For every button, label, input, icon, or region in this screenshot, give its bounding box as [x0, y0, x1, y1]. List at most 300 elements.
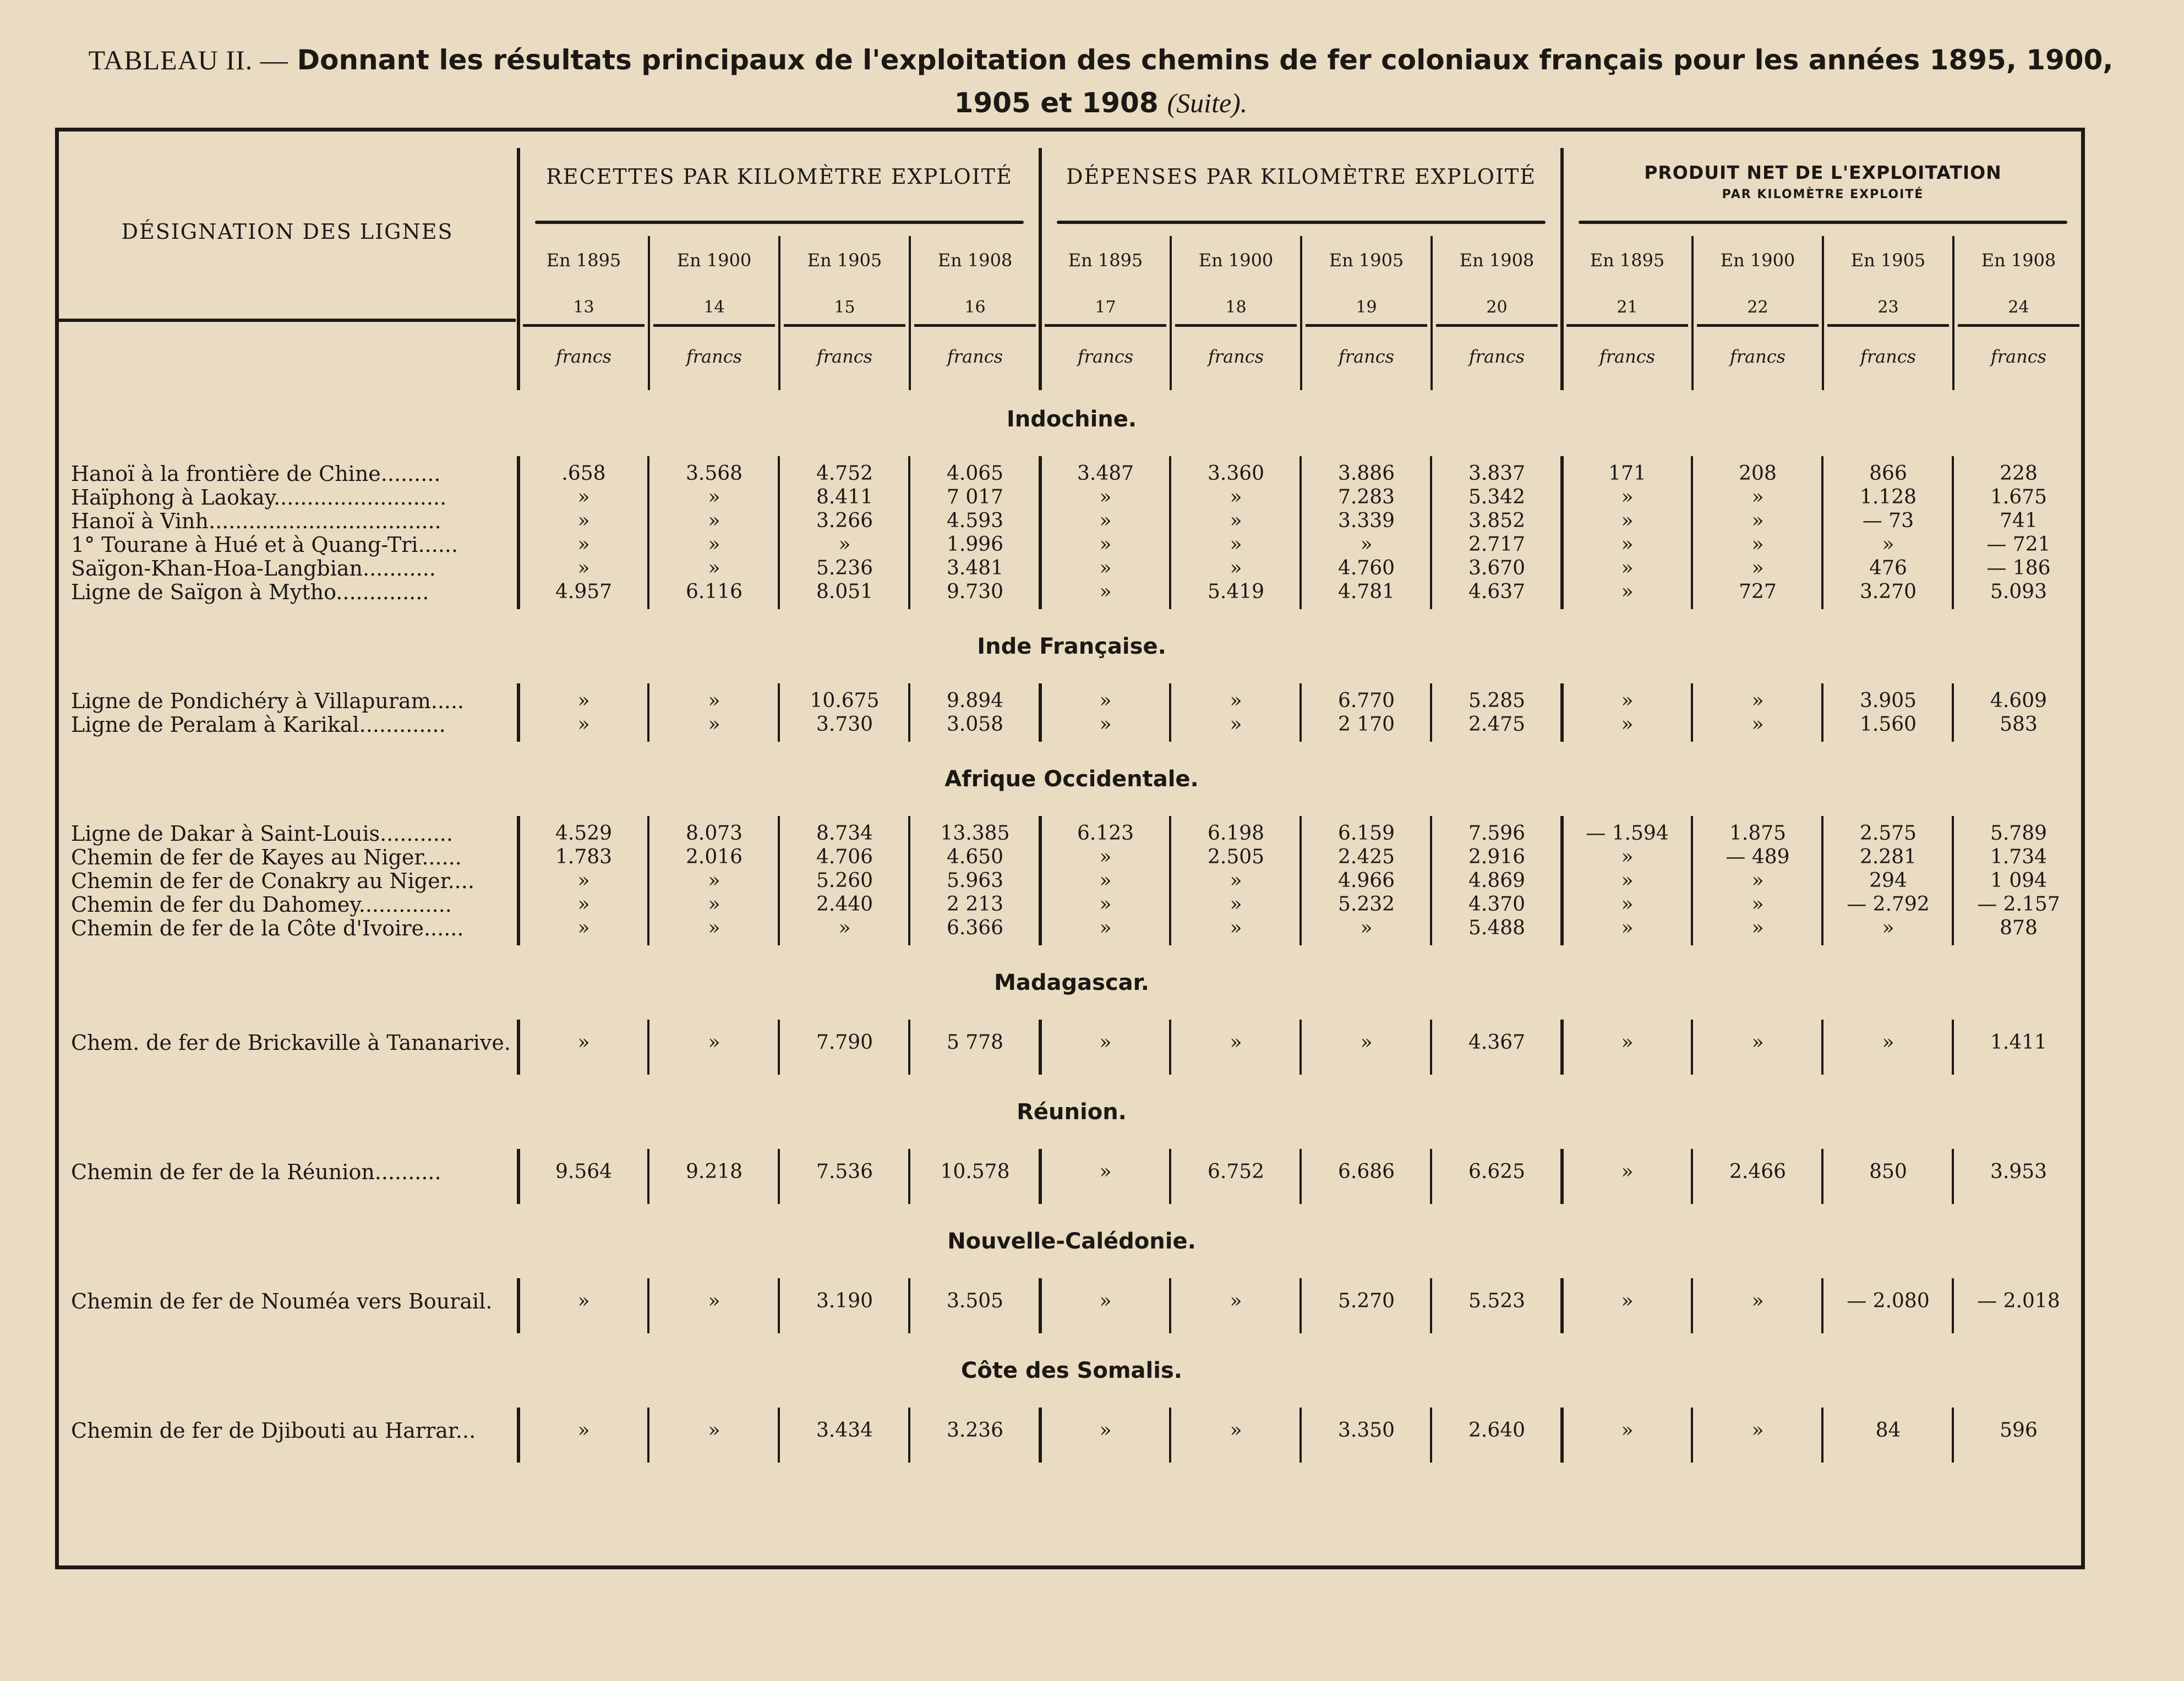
cell-divider [1039, 1408, 1042, 1463]
row-label: Chemin de fer de Conakry au Niger.... [71, 869, 474, 893]
cell-divider [1039, 1278, 1042, 1333]
column-unit: francs [1990, 346, 2047, 367]
table-cell: » [1099, 893, 1112, 916]
row-label: Ligne de Pondichéry à Villapuram..... [71, 689, 465, 713]
table-cell: 4.869 [1468, 869, 1526, 892]
cell-divider [647, 1408, 649, 1463]
table-cell: 8.734 [816, 822, 873, 845]
table-cell: 3.360 [1207, 462, 1265, 485]
header-rule [59, 319, 516, 322]
table-cell: » [1099, 1031, 1112, 1054]
cell-divider [647, 1020, 649, 1075]
table-cell: 2.281 [1859, 846, 1917, 868]
cell-divider [1430, 1408, 1432, 1463]
column-number: 24 [2008, 298, 2029, 317]
row-label: Chem. de fer de Brickaville à Tananarive. [71, 1031, 511, 1055]
table-cell: 3.505 [946, 1290, 1004, 1312]
table-cell: 4.367 [1468, 1031, 1526, 1054]
cell-divider [908, 1020, 910, 1075]
row-label: Chemin de fer du Dahomey.............. [71, 892, 452, 917]
column-divider [1952, 236, 1954, 390]
table-cell: » [708, 1031, 720, 1054]
column-divider [1822, 236, 1824, 390]
table-cell: 596 [2000, 1419, 2038, 1442]
table-cell: » [1751, 557, 1764, 579]
table-cell: 2.717 [1468, 533, 1526, 556]
cell-divider [1821, 683, 1823, 742]
table-cell: » [1751, 917, 1764, 939]
table-cell: » [1099, 510, 1112, 532]
table-cell: 3.266 [816, 510, 873, 532]
row-label: Haïphong à Laokay.......................... [71, 485, 447, 510]
designation-header: DÉSIGNATION DES LIGNES [121, 220, 454, 244]
column-number: 20 [1486, 298, 1508, 317]
column-divider [1170, 236, 1172, 390]
table-cell: » [577, 893, 590, 916]
cell-divider [1169, 456, 1171, 609]
cell-divider [1952, 683, 1954, 742]
table-cell: » [1099, 581, 1112, 603]
table-cell: » [708, 689, 720, 712]
table-cell: 9.730 [946, 581, 1004, 603]
column-year: En 1900 [1198, 250, 1274, 271]
group-brace-2 [1057, 221, 1546, 224]
table-cell: » [1621, 1290, 1634, 1312]
table-cell: 4.609 [1990, 689, 2048, 712]
table-cell: » [708, 869, 720, 892]
table-cell: » [1621, 846, 1634, 868]
row-label: Chemin de fer de Nouméa vers Bourail. [71, 1289, 493, 1313]
cell-divider [1691, 1020, 1693, 1075]
table-cell: 84 [1875, 1419, 1901, 1442]
cell-divider [1821, 456, 1823, 609]
cell-divider [1821, 1149, 1823, 1204]
data-table [55, 128, 2085, 1569]
table-cell: — 2.080 [1847, 1290, 1930, 1312]
table-cell: » [577, 869, 590, 892]
cell-divider [647, 1149, 649, 1204]
cell-divider [1300, 1278, 1302, 1333]
column-rule [523, 324, 645, 327]
table-cell: 476 [1869, 557, 1907, 579]
table-cell: » [1751, 510, 1764, 532]
table-cell: » [838, 533, 851, 556]
group-header-3: PRODUIT NET DE L'EXPLOITATION [1644, 162, 2002, 183]
cell-divider [1430, 1278, 1432, 1333]
table-cell: .658 [561, 462, 606, 485]
column-year: En 1900 [1720, 250, 1795, 271]
cell-divider [647, 456, 649, 609]
table-cell: » [1099, 917, 1112, 939]
table-cell: 5.488 [1468, 917, 1526, 939]
table-cell: » [1882, 1031, 1894, 1054]
cell-divider [1560, 1149, 1564, 1204]
column-year: En 1908 [1459, 250, 1535, 271]
cell-divider [1430, 456, 1432, 609]
table-cell: 6.198 [1207, 822, 1265, 845]
table-cell: 6.123 [1077, 822, 1134, 845]
column-unit: francs [1729, 346, 1786, 367]
table-cell: » [1230, 869, 1242, 892]
table-cell: — 186 [1986, 557, 2051, 579]
table-cell: » [1099, 1419, 1112, 1442]
cell-divider [1169, 1278, 1171, 1333]
table-cell: — 73 [1862, 510, 1914, 532]
table-cell: » [1099, 1290, 1112, 1312]
table-cell: 7 017 [946, 486, 1004, 508]
section-heading: Indochine. [1006, 407, 1137, 432]
table-cell: 7.283 [1337, 486, 1395, 508]
cell-divider [908, 683, 910, 742]
column-divider [1300, 236, 1302, 390]
table-cell: 1 094 [1990, 869, 2048, 892]
section-heading: Afrique Occidentale. [944, 766, 1199, 792]
table-cell: 3.905 [1859, 689, 1917, 712]
cell-divider [1691, 1278, 1693, 1333]
table-cell: » [1099, 486, 1112, 508]
table-cell: 4.637 [1468, 581, 1526, 603]
table-cell: 4.650 [946, 846, 1004, 868]
cell-divider [1952, 816, 1954, 945]
table-cell: — 489 [1726, 846, 1790, 868]
table-cell: » [708, 917, 720, 939]
cell-divider [1300, 456, 1302, 609]
table-cell: » [1230, 1419, 1242, 1442]
table-cell: » [577, 1290, 590, 1312]
column-number: 16 [964, 298, 986, 317]
table-cell: 6.116 [685, 581, 743, 603]
cell-divider [908, 1149, 910, 1204]
table-cell: 3.270 [1859, 581, 1917, 603]
row-label: Chemin de fer de Kayes au Niger...... [71, 845, 462, 869]
table-cell: 8.051 [816, 581, 873, 603]
table-cell: 3.058 [946, 713, 1004, 736]
cell-divider [1560, 1020, 1564, 1075]
cell-divider [1821, 1278, 1823, 1333]
column-number: 22 [1747, 298, 1768, 317]
cell-divider [1560, 456, 1564, 609]
cell-divider [1169, 1408, 1171, 1463]
table-cell: — 1.594 [1586, 822, 1669, 845]
cell-divider [778, 1149, 780, 1204]
column-unit: francs [947, 346, 1003, 367]
cell-divider [517, 1020, 520, 1075]
column-unit: francs [686, 346, 742, 367]
column-number: 15 [834, 298, 855, 317]
column-year: En 1895 [1068, 250, 1143, 271]
table-cell: » [1230, 510, 1242, 532]
column-rule [1827, 324, 1949, 327]
table-cell: » [1230, 893, 1242, 916]
table-cell: » [1099, 689, 1112, 712]
table-cell: » [577, 557, 590, 579]
table-cell: » [1099, 533, 1112, 556]
column-unit: francs [816, 346, 873, 367]
table-cell: 10.578 [940, 1160, 1010, 1183]
table-cell: 6.752 [1207, 1160, 1265, 1183]
table-cell: » [577, 510, 590, 532]
column-divider [1430, 236, 1433, 390]
column-year: En 1895 [1590, 250, 1665, 271]
column-number: 14 [703, 298, 725, 317]
column-rule [1697, 324, 1819, 327]
table-cell: » [1360, 917, 1373, 939]
cell-divider [1300, 1020, 1302, 1075]
table-cell: » [1751, 533, 1764, 556]
cell-divider [517, 1149, 520, 1204]
cell-divider [1691, 683, 1693, 742]
cell-divider [1821, 1020, 1823, 1075]
cell-divider [778, 1408, 780, 1463]
column-divider [648, 236, 650, 390]
table-cell: 2.916 [1468, 846, 1526, 868]
table-cell: 5.789 [1990, 822, 2048, 845]
table-cell: 6.686 [1337, 1160, 1395, 1183]
cell-divider [517, 816, 520, 945]
table-cell: 3.434 [816, 1419, 873, 1442]
section-heading: Réunion. [1017, 1099, 1127, 1125]
table-cell: 878 [2000, 917, 2038, 939]
table-cell: » [1621, 510, 1634, 532]
cell-divider [1430, 816, 1432, 945]
cell-divider [1169, 683, 1171, 742]
table-cell: — 2.157 [1977, 893, 2060, 916]
section-heading: Madagascar. [994, 970, 1149, 995]
column-year: En 1905 [1329, 250, 1404, 271]
table-cell: 4.529 [555, 822, 613, 845]
table-cell: 5.963 [946, 869, 1004, 892]
table-cell: 171 [1608, 462, 1646, 485]
table-cell: » [577, 1419, 590, 1442]
cell-divider [517, 683, 520, 742]
column-rule [1045, 324, 1166, 327]
column-year: En 1908 [937, 250, 1013, 271]
table-cell: 208 [1739, 462, 1777, 485]
table-cell: 5.342 [1468, 486, 1526, 508]
table-cell: 4.593 [946, 510, 1004, 532]
row-label: Saïgon-Khan-Hoa-Langbian........... [71, 556, 436, 581]
group-header-1: RECETTES PAR KILOMÈTRE EXPLOITÉ [546, 165, 1013, 189]
table-cell: 3.190 [816, 1290, 873, 1312]
table-cell: 2.475 [1468, 713, 1526, 736]
table-cell: » [577, 713, 590, 736]
table-cell: 2.016 [685, 846, 743, 868]
row-label: Chemin de fer de la Côte d'Ivoire...... [71, 916, 464, 940]
table-cell: 7.790 [816, 1031, 873, 1054]
table-cell: — 2.018 [1977, 1290, 2060, 1312]
table-cell: 3.837 [1468, 462, 1526, 485]
title-line2: 1905 et 1908 [954, 87, 1159, 119]
table-cell: » [577, 917, 590, 939]
table-cell: 3.730 [816, 713, 873, 736]
table-cell: 7.596 [1468, 822, 1526, 845]
title-main: Donnant les résultats principaux de l'exploitation des chemins de fer coloniaux français pour les années 1895, 1900, [297, 44, 2114, 76]
table-cell: » [1230, 917, 1242, 939]
cell-divider [1691, 456, 1693, 609]
table-cell: 3.670 [1468, 557, 1526, 579]
table-cell: 4.370 [1468, 893, 1526, 916]
table-cell: » [1751, 713, 1764, 736]
cell-divider [1691, 1408, 1693, 1463]
table-cell: » [1621, 1419, 1634, 1442]
column-unit: francs [1860, 346, 1917, 367]
table-cell: » [1621, 689, 1634, 712]
table-cell: 741 [2000, 510, 2038, 532]
cell-divider [1430, 1020, 1432, 1075]
cell-divider [1169, 816, 1171, 945]
title-label: TABLEAU II. — [88, 45, 288, 75]
column-rule [914, 324, 1036, 327]
cell-divider [1560, 1408, 1564, 1463]
table-cell: » [1621, 486, 1634, 508]
cell-divider [1952, 1020, 1954, 1075]
cell-divider [778, 456, 780, 609]
column-unit: francs [1208, 346, 1264, 367]
column-year: En 1908 [1981, 250, 2056, 271]
column-unit: francs [555, 346, 612, 367]
cell-divider [1169, 1149, 1171, 1204]
table-cell: » [1099, 713, 1112, 736]
table-cell: » [1230, 713, 1242, 736]
row-label: Ligne de Saïgon à Mytho.............. [71, 580, 429, 604]
table-cell: » [577, 1031, 590, 1054]
table-cell: » [1751, 1031, 1764, 1054]
column-year: En 1905 [1850, 250, 1926, 271]
cell-divider [1039, 683, 1042, 742]
column-year: En 1905 [807, 250, 882, 271]
table-cell: 8.411 [816, 486, 873, 508]
table-cell: » [1751, 486, 1764, 508]
table-cell: 4.760 [1337, 557, 1395, 579]
table-cell: » [1751, 1419, 1764, 1442]
table-cell: 9.218 [685, 1160, 743, 1183]
table-cell: 1.560 [1859, 713, 1917, 736]
table-cell: » [838, 917, 851, 939]
table-cell: » [1230, 689, 1242, 712]
table-cell: » [1621, 1031, 1634, 1054]
table-cell: » [708, 533, 720, 556]
table-cell: 9.564 [555, 1160, 613, 1183]
cell-divider [647, 683, 649, 742]
table-cell: 1.783 [555, 846, 613, 868]
table-cell: 13.385 [940, 822, 1010, 845]
table-cell: » [1230, 1031, 1242, 1054]
cell-divider [908, 816, 910, 945]
column-number: 21 [1617, 298, 1638, 317]
cell-divider [778, 1020, 780, 1075]
cell-divider [647, 1278, 649, 1333]
table-cell: » [1621, 533, 1634, 556]
cell-divider [778, 683, 780, 742]
table-cell: 4.957 [555, 581, 613, 603]
row-label: Chemin de fer de Djibouti au Harrar... [71, 1419, 476, 1443]
table-cell: 9.894 [946, 689, 1004, 712]
cell-divider [1821, 816, 1823, 945]
table-cell: » [708, 557, 720, 579]
cell-divider [1300, 1149, 1302, 1204]
column-rule [653, 324, 775, 327]
cell-divider [1560, 816, 1564, 945]
table-cell: » [1230, 533, 1242, 556]
table-cell: » [1360, 533, 1373, 556]
cell-divider [1952, 1278, 1954, 1333]
table-cell: 5.093 [1990, 581, 2048, 603]
table-cell: » [1360, 1031, 1373, 1054]
table-cell: 1.996 [946, 533, 1004, 556]
table-cell: 4.752 [816, 462, 873, 485]
cell-divider [1691, 816, 1693, 945]
table-cell: » [1621, 917, 1634, 939]
row-label: Hanoï à Vinh................................... [71, 509, 441, 533]
column-divider [1691, 236, 1694, 390]
table-cell: » [1621, 869, 1634, 892]
table-cell: 2.640 [1468, 1419, 1526, 1442]
table-cell: » [1751, 893, 1764, 916]
column-rule [784, 324, 905, 327]
table-cell: 727 [1739, 581, 1777, 603]
cell-divider [908, 1408, 910, 1463]
table-cell: 6.625 [1468, 1160, 1526, 1183]
table-cell: » [1621, 713, 1634, 736]
column-unit: francs [1077, 346, 1134, 367]
column-divider [778, 236, 780, 390]
cell-divider [647, 816, 649, 945]
table-cell: 850 [1869, 1160, 1907, 1183]
column-number: 17 [1095, 298, 1116, 317]
column-unit: francs [1599, 346, 1656, 367]
table-cell: » [1882, 917, 1894, 939]
column-number: 13 [573, 298, 594, 317]
table-cell: 4.781 [1337, 581, 1395, 603]
column-number: 23 [1877, 298, 1899, 317]
column-year: En 1895 [546, 250, 621, 271]
column-rule [1436, 324, 1558, 327]
table-cell: 1.875 [1729, 822, 1787, 845]
row-label: Ligne de Dakar à Saint-Louis........... [71, 822, 453, 846]
table-cell: » [1621, 1160, 1634, 1183]
table-cell: » [1230, 486, 1242, 508]
table-cell: » [1099, 1160, 1112, 1183]
table-cell: 5.419 [1207, 581, 1265, 603]
table-cell: » [708, 1419, 720, 1442]
table-cell: » [1099, 557, 1112, 579]
row-label: 1° Tourane à Hué et à Quang-Tri...... [71, 533, 458, 557]
column-year: En 1900 [676, 250, 752, 271]
column-unit: francs [1338, 346, 1395, 367]
table-cell: 1.128 [1859, 486, 1917, 508]
cell-divider [1821, 1408, 1823, 1463]
table-cell: 1.734 [1990, 846, 2048, 868]
cell-divider [1560, 1278, 1564, 1333]
column-number: 19 [1356, 298, 1377, 317]
cell-divider [1952, 1149, 1954, 1204]
table-cell: 5.232 [1337, 893, 1395, 916]
table-cell: 5.270 [1337, 1290, 1395, 1312]
table-cell: 3.350 [1337, 1419, 1395, 1442]
table-cell: 3.568 [685, 462, 743, 485]
group-header-2: DÉPENSES PAR KILOMÈTRE EXPLOITÉ [1066, 165, 1536, 189]
table-cell: » [708, 1290, 720, 1312]
column-rule [1306, 324, 1427, 327]
table-cell: 2.466 [1729, 1160, 1787, 1183]
column-rule [1566, 324, 1688, 327]
cell-divider [1300, 816, 1302, 945]
column-number: 18 [1225, 298, 1247, 317]
table-cell: » [708, 486, 720, 508]
section-heading: Nouvelle-Calédonie. [947, 1229, 1196, 1254]
row-label: Ligne de Peralam à Karikal............. [71, 713, 446, 737]
table-cell: 4.706 [816, 846, 873, 868]
